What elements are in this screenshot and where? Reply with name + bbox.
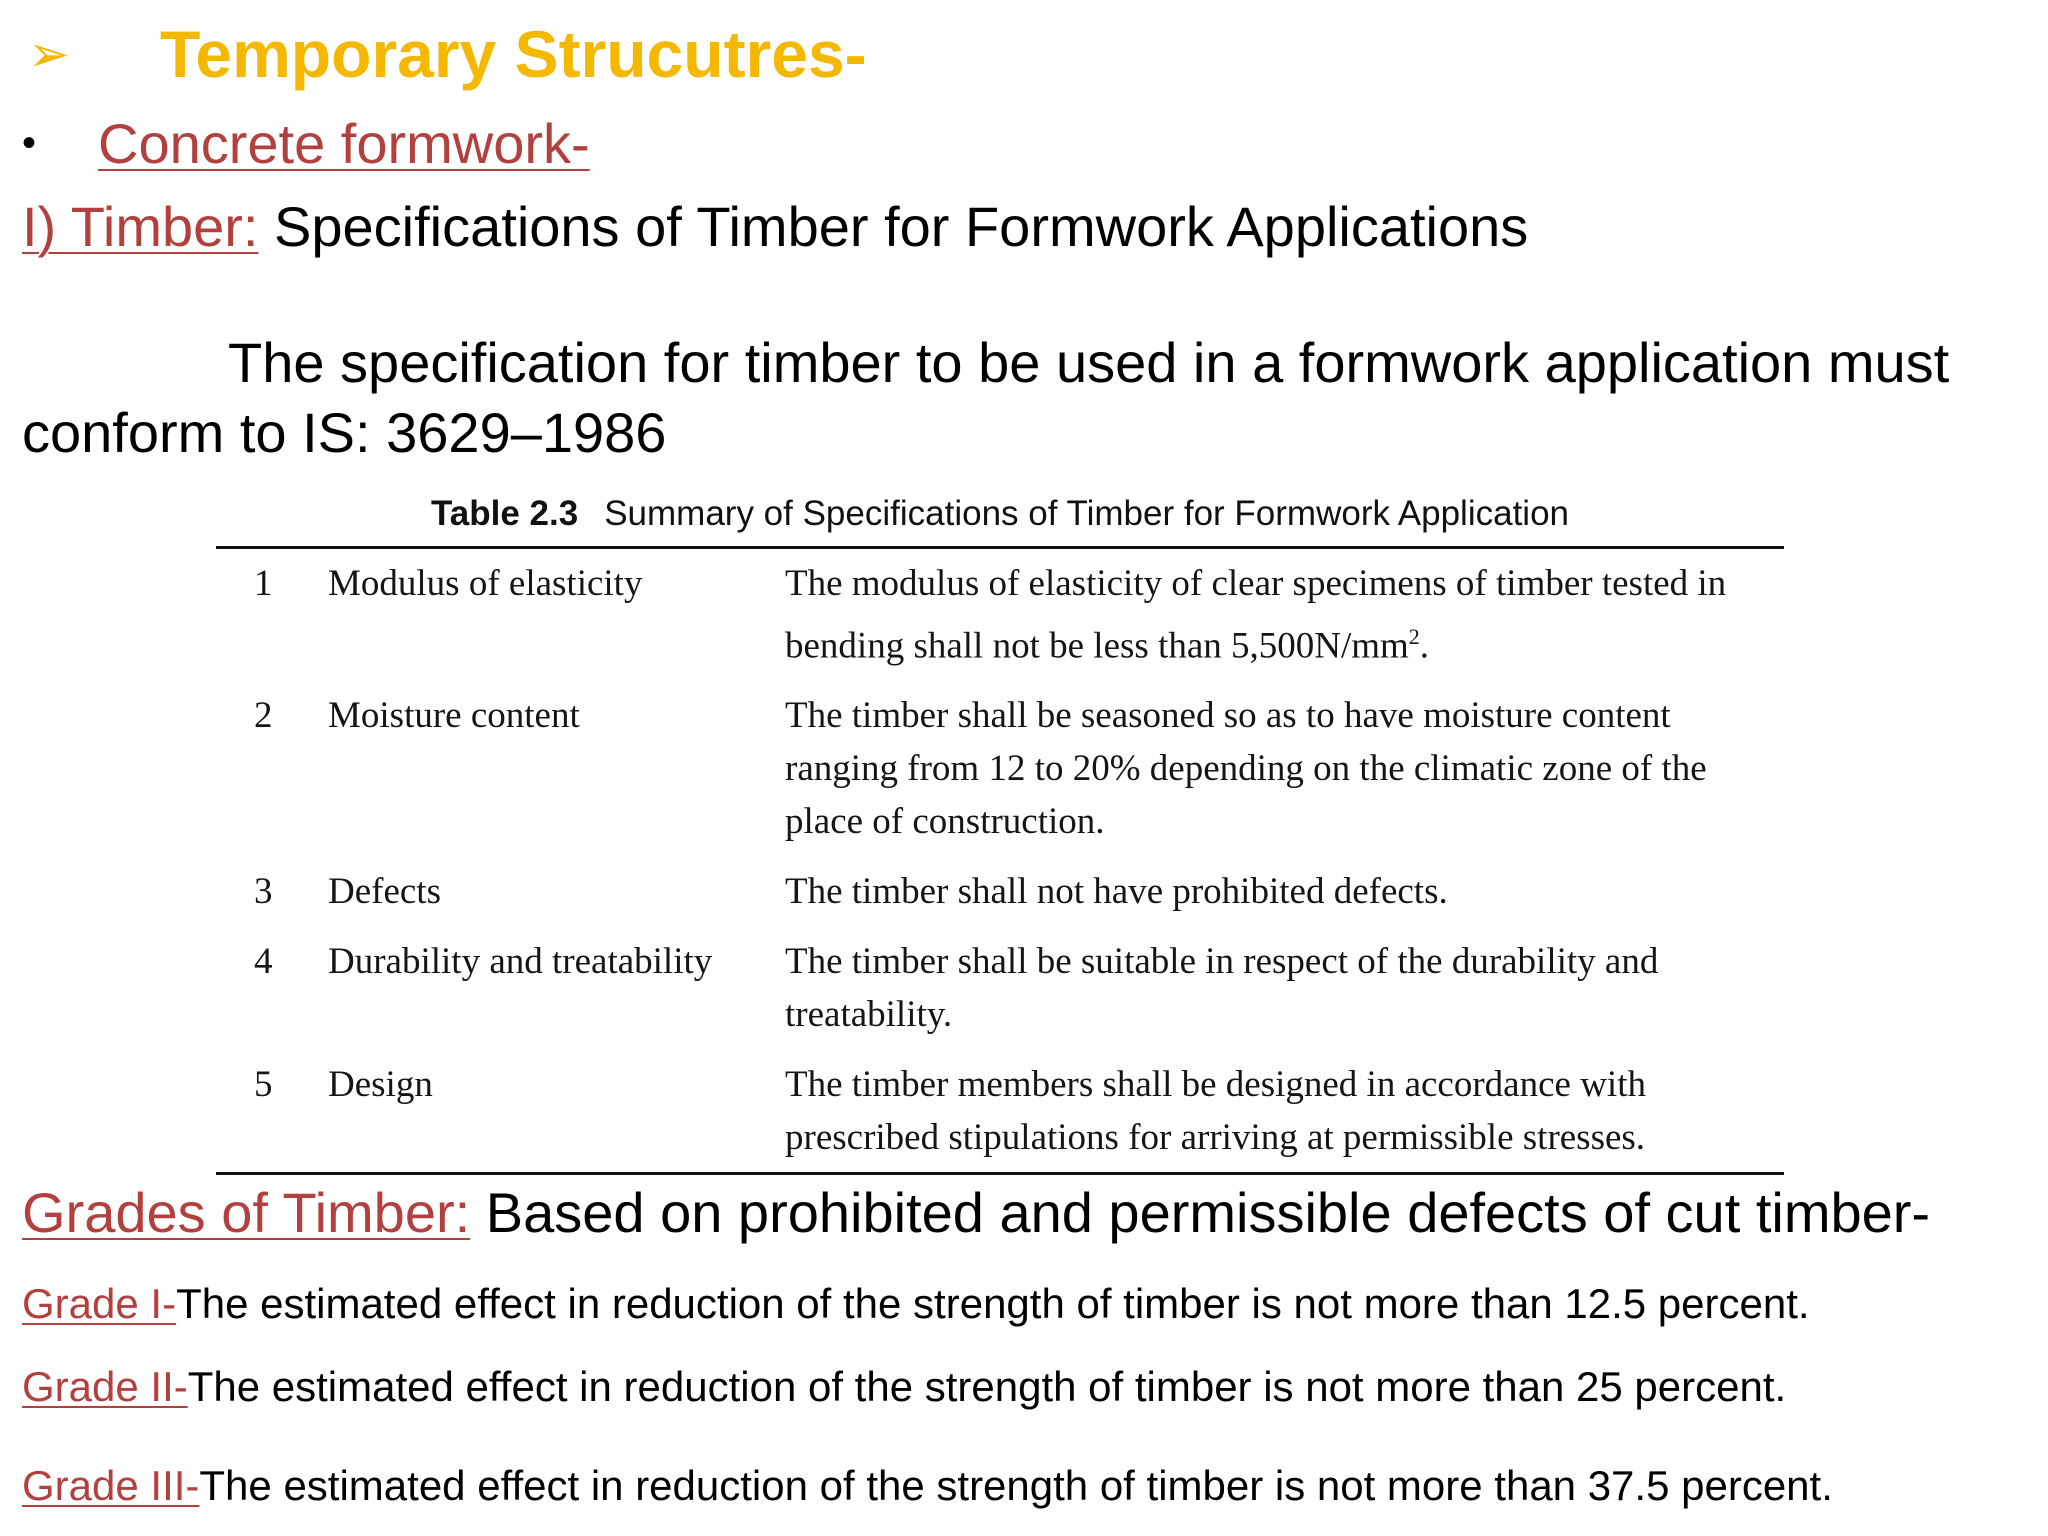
row-property: Defects	[328, 871, 441, 913]
table-caption	[216, 490, 1784, 546]
row-property: Durability and treatability	[328, 941, 713, 983]
grade-3-text: The estimated effect in reduction of the strength of timber is not more than 37.5 percent.	[199, 1462, 1833, 1509]
slide-title-row	[28, 14, 867, 94]
row-description: The timber members shall be designed in accordance with prescribed stipulations for arriving at permissible stresses.	[785, 1064, 1646, 1159]
row-description: The timber shall be suitable in respect of the durability and treatability.	[785, 941, 1659, 1036]
grade-item	[22, 1363, 1786, 1411]
arrow-bullet-icon: ➢	[28, 26, 70, 82]
grade-2-text: The estimated effect in reduction of the strength of timber is not more than 25 percent.	[187, 1363, 1787, 1410]
subtitle-row	[22, 108, 590, 178]
row-property: Design	[328, 1064, 433, 1106]
specification-table	[216, 490, 1784, 1175]
timber-heading-row	[22, 194, 1528, 259]
table-bottom-rule	[216, 1172, 1784, 1175]
table-caption-text: Summary of Specifications of Timber for Formwork Application	[604, 494, 1569, 533]
grades-of-timber-link[interactable]: Grades of Timber:	[22, 1181, 471, 1244]
concrete-formwork-link[interactable]: Concrete formwork-	[98, 111, 590, 175]
row-number: 1	[254, 563, 273, 604]
grade-item	[22, 1462, 1833, 1510]
grades-heading-row	[22, 1180, 1930, 1245]
grade-1-link[interactable]: Grade I-	[22, 1280, 177, 1327]
grades-heading-text: Based on prohibited and permissible defects of cut timber-	[470, 1181, 1931, 1244]
paragraph-line-1: The specification for timber to be used in a formwork application must	[228, 331, 1950, 394]
table-row	[216, 689, 1784, 848]
bullet-icon: •	[22, 120, 37, 165]
row-description: The modulus of elasticity of clear specimens of timber tested in bending shall not be less than $5,500N/mm^2$.	[785, 563, 1727, 667]
row-number: 3	[254, 871, 273, 913]
table-row	[216, 1058, 1784, 1164]
paragraph-line-2: conform to IS: 3629–1986	[22, 401, 667, 464]
grade-item	[22, 1280, 1810, 1328]
specification-paragraph	[22, 328, 2032, 468]
row-number: 2	[254, 695, 273, 737]
row-description: The timber shall be seasoned so as to have moisture content ranging from 12 to 20% depending on the climatic zone of the place of construction.	[785, 695, 1707, 843]
grade-3-link[interactable]: Grade III-	[22, 1462, 200, 1509]
superscript: 2	[1408, 624, 1420, 649]
slide-title: Temporary Strucutres-	[160, 17, 867, 91]
table-row	[216, 865, 1784, 918]
row-description: The timber shall not have prohibited defects.	[785, 871, 1448, 913]
grade-1-text: The estimated effect in reduction of the strength of timber is not more than 12.5 percent.	[176, 1280, 1810, 1327]
table-caption-number: Table 2.3	[431, 494, 579, 533]
timber-link[interactable]: I) Timber:	[22, 195, 259, 258]
row-number: 4	[254, 941, 273, 983]
table-body	[216, 549, 1784, 1172]
grade-2-link[interactable]: Grade II-	[22, 1363, 188, 1410]
row-number: 5	[254, 1064, 273, 1106]
row-property: Moisture content	[328, 695, 580, 737]
row-property: Modulus of elasticity	[328, 563, 643, 604]
table-row	[216, 557, 1784, 672]
table-row	[216, 935, 1784, 1041]
timber-heading-text: Specifications of Timber for Formwork Applications	[258, 195, 1529, 258]
